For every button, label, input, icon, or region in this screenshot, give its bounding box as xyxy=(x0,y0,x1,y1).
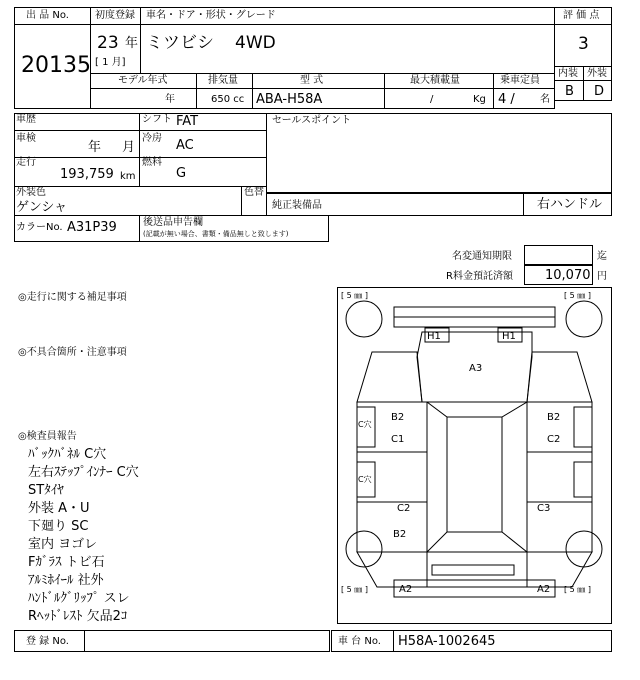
mark-c-hole-left-lower: C穴 xyxy=(358,475,372,484)
tire-label-rl: [ 5 ㎜ ] xyxy=(341,585,368,594)
defects-label: ◎不具合箇所・注意事項 xyxy=(18,347,127,358)
fuel-label: 燃料 xyxy=(142,157,162,168)
wheel-fr xyxy=(566,301,602,337)
report-line: ﾊﾝﾄﾞﾙｸﾞﾘｯﾌﾟ スレ xyxy=(28,591,130,606)
tire-label-fr: [ 5 ㎜ ] xyxy=(564,291,591,300)
transfer-box xyxy=(524,245,593,265)
chassis-label: 車 台 No. xyxy=(338,636,381,647)
exterior-label: 外装 xyxy=(587,68,607,79)
mileage-unit: km xyxy=(120,171,136,182)
mark-c-hole-left: C穴 xyxy=(358,420,372,429)
drive-type: 4WD xyxy=(235,33,276,53)
front-fender-right xyxy=(527,352,592,402)
report-line: ﾊﾞｯｸﾊﾞﾈﾙ C穴 xyxy=(28,447,107,462)
color-label: 外装色 xyxy=(16,187,46,198)
mark-a2-left: A2 xyxy=(399,584,413,595)
interior-score: B xyxy=(565,84,574,99)
report-line: 左右ｽﾃｯﾌﾟｲﾝﾅｰ C穴 xyxy=(28,465,139,480)
report-line: 外装 A・U xyxy=(28,501,90,516)
capacity-label: 乗車定員 xyxy=(500,75,540,86)
transfer-unit: 迄 xyxy=(597,251,607,262)
history-block xyxy=(14,113,267,187)
supplement-label: ◎走行に関する補足事項 xyxy=(18,292,127,303)
reg-no-label: 登 録 No. xyxy=(26,636,69,647)
mark-h1-left: H1 xyxy=(427,331,441,342)
inspection-label: 車検 xyxy=(16,133,36,144)
color-no-label: カラーNo. xyxy=(16,222,63,233)
first-reg-month: [ 1 月] xyxy=(95,57,126,68)
recycle-unit: 円 xyxy=(597,271,607,282)
rear-plate xyxy=(432,565,514,575)
interior-label: 内装 xyxy=(558,68,578,79)
rear-fender-right xyxy=(527,552,592,587)
tailgate xyxy=(427,552,527,587)
front-fender-left xyxy=(357,352,422,402)
rear-fender-left xyxy=(357,552,427,587)
handle-value: 右ハンドル xyxy=(537,197,603,212)
recycle-label: R料金預託済額 xyxy=(446,271,513,282)
aftermarket-label: 後送品申告欄 xyxy=(143,217,203,228)
report-line: Rﾍｯﾄﾞﾚｽﾄ 欠品2ｺ xyxy=(28,609,128,624)
report-line: 室内 ヨゴレ xyxy=(28,537,98,552)
car-damage-diagram xyxy=(337,287,612,624)
report-line: STﾀｲﾔ xyxy=(28,483,64,498)
report-line: ｱﾙﾐﾎｲｰﾙ 社外 xyxy=(28,573,104,588)
mark-c2-right: C2 xyxy=(547,434,561,445)
mark-h1-right: H1 xyxy=(502,331,516,342)
mark-b2-right: B2 xyxy=(547,412,561,423)
wheel-rr xyxy=(566,531,602,567)
displacement-label: 排気量 xyxy=(208,75,238,86)
chassis-value: H58A-1002645 xyxy=(398,634,496,649)
aftermarket-note: (記載が無い場合、書類・備品無しと致します) xyxy=(143,230,289,238)
windshield xyxy=(427,402,527,417)
max-load-label: 最大積載量 xyxy=(410,75,460,86)
capacity-unit: 名 xyxy=(540,94,550,105)
tire-label-fl: [ 5 ㎜ ] xyxy=(341,291,368,300)
score: 3 xyxy=(578,34,589,54)
ac-value: AC xyxy=(176,138,194,153)
wheel-fl xyxy=(346,301,382,337)
displacement-value: 650 cc xyxy=(211,94,245,105)
mark-c2-left: C2 xyxy=(397,503,411,514)
max-load-value: / xyxy=(430,94,434,105)
roof xyxy=(447,417,502,532)
score-label: 評 価 点 xyxy=(563,10,600,21)
rear-bumper xyxy=(394,580,555,597)
first-reg-year-unit: 年 xyxy=(125,36,139,51)
mark-b2-rear: B2 xyxy=(393,529,407,540)
car-name: ミツビシ xyxy=(146,33,214,53)
exterior-score: D xyxy=(594,84,605,99)
report-line: Fｶﾞﾗｽ トビ石 xyxy=(28,555,105,570)
sales-point-label: セールスポイント xyxy=(272,115,352,126)
mileage-label: 走行 xyxy=(16,157,36,168)
mark-c3: C3 xyxy=(537,503,551,514)
lot-no: 20135 xyxy=(21,53,91,78)
recycle-value: 10,070 xyxy=(545,268,591,283)
report-label: ◎検査員報告 xyxy=(18,431,77,442)
first-reg-label: 初度登録 xyxy=(95,10,135,21)
body-side-right xyxy=(527,402,592,552)
max-load-unit: Kg xyxy=(473,94,486,105)
capacity-value: 4 / xyxy=(498,92,515,107)
shift-label: シフト xyxy=(142,114,172,125)
transfer-label: 名変通知期限 xyxy=(452,251,512,262)
mark-c1: C1 xyxy=(391,434,405,445)
mileage-value: 193,759 xyxy=(60,167,114,182)
mark-b2-left: B2 xyxy=(391,412,405,423)
model-year-label: モデル年式 xyxy=(118,75,168,86)
color-value: ゲンシャ xyxy=(16,200,68,215)
wheel-rl xyxy=(346,531,382,567)
inspection-month: 月 xyxy=(122,140,136,155)
mark-a3: A3 xyxy=(469,363,483,374)
color-change-label: 色替 xyxy=(244,187,264,198)
first-reg-year: 23 xyxy=(97,33,119,53)
model-year-unit: 年 xyxy=(165,94,175,105)
shift-value: FAT xyxy=(176,114,199,129)
tire-label-rr: [ 5 ㎜ ] xyxy=(564,585,591,594)
car-name-label: 車名・ドア・形状・グレード xyxy=(146,10,276,21)
fuel-value: G xyxy=(176,166,187,181)
type-label: 型 式 xyxy=(300,75,324,86)
rear-window xyxy=(427,532,527,552)
mark-a2-right: A2 xyxy=(537,584,551,595)
history-label: 車歴 xyxy=(16,114,36,125)
genuine-label: 純正装備品 xyxy=(272,200,322,211)
inspection-year: 年 xyxy=(88,140,102,155)
color-no-value: A31P39 xyxy=(67,220,117,235)
ac-label: 冷房 xyxy=(142,133,162,144)
lot-no-label: 出 品 No. xyxy=(26,10,69,21)
type-value: ABA-H58A xyxy=(256,92,323,107)
report-line: 下廻り SC xyxy=(28,519,89,534)
